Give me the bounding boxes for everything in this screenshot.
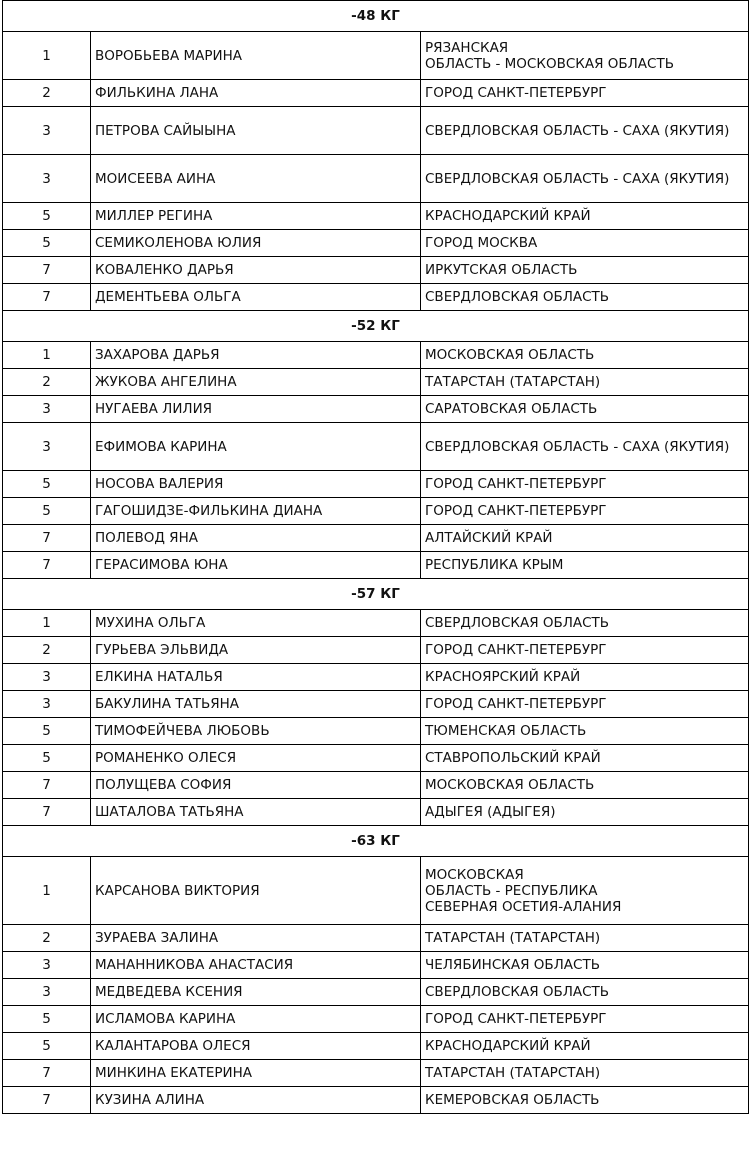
- table-row: [3, 525, 749, 552]
- place-cell: 1: [3, 32, 91, 80]
- table-row: [3, 107, 749, 155]
- athlete-name-cell: ЖУКОВА АНГЕЛИНА: [91, 369, 421, 396]
- place-cell: 5: [3, 718, 91, 745]
- weight-category-header: [3, 311, 749, 342]
- place-cell: 3: [3, 664, 91, 691]
- table-row: [3, 772, 749, 799]
- table-row: [3, 1033, 749, 1060]
- region-cell: ГОРОД САНКТ-ПЕТЕРБУРГ: [421, 471, 749, 498]
- table-row: [3, 952, 749, 979]
- place-cell: 5: [3, 745, 91, 772]
- place-cell: 7: [3, 257, 91, 284]
- athlete-name-cell: ПЕТРОВА САЙЫЫНА: [91, 107, 421, 155]
- athlete-name-cell: ИСЛАМОВА КАРИНА: [91, 1006, 421, 1033]
- place-cell: 5: [3, 1033, 91, 1060]
- region-cell: ГОРОД САНКТ-ПЕТЕРБУРГ: [421, 691, 749, 718]
- table-row: [3, 1060, 749, 1087]
- table-row: [3, 342, 749, 369]
- place-cell: 7: [3, 772, 91, 799]
- place-cell: 2: [3, 369, 91, 396]
- region-cell: СВЕРДЛОВСКАЯ ОБЛАСТЬ - САХА (ЯКУТИЯ): [421, 107, 749, 155]
- table-row: [3, 257, 749, 284]
- table-row: [3, 284, 749, 311]
- place-cell: 5: [3, 1006, 91, 1033]
- region-cell: РЕСПУБЛИКА КРЫМ: [421, 552, 749, 579]
- weight-category-title: -52 КГ: [3, 311, 749, 342]
- place-cell: 1: [3, 610, 91, 637]
- place-cell: 5: [3, 498, 91, 525]
- athlete-name-cell: КОВАЛЕНКО ДАРЬЯ: [91, 257, 421, 284]
- place-cell: 1: [3, 342, 91, 369]
- weight-category-title: -57 КГ: [3, 579, 749, 610]
- athlete-name-cell: МЕДВЕДЕВА КСЕНИЯ: [91, 979, 421, 1006]
- region-cell: МОСКОВСКАЯ ОБЛАСТЬ: [421, 772, 749, 799]
- athlete-name-cell: ТИМОФЕЙЧЕВА ЛЮБОВЬ: [91, 718, 421, 745]
- table-row: [3, 1006, 749, 1033]
- table-row: [3, 203, 749, 230]
- table-row: [3, 799, 749, 826]
- place-cell: 5: [3, 203, 91, 230]
- table-row: [3, 979, 749, 1006]
- table-row: [3, 857, 749, 925]
- table-row: [3, 745, 749, 772]
- region-cell: СВЕРДЛОВСКАЯ ОБЛАСТЬ: [421, 610, 749, 637]
- weight-category-header: [3, 1, 749, 32]
- region-cell: СВЕРДЛОВСКАЯ ОБЛАСТЬ: [421, 979, 749, 1006]
- region-cell: ТАТАРСТАН (ТАТАРСТАН): [421, 1060, 749, 1087]
- table-row: [3, 230, 749, 257]
- table-row: [3, 925, 749, 952]
- table-row: [3, 552, 749, 579]
- place-cell: 5: [3, 230, 91, 257]
- region-cell: МОСКОВСКАЯ ОБЛАСТЬ - РЕСПУБЛИКА СЕВЕРНАЯ ОСЕТИЯ-АЛАНИЯ: [421, 857, 749, 925]
- region-cell: АЛТАЙСКИЙ КРАЙ: [421, 525, 749, 552]
- weight-category-title: -48 КГ: [3, 1, 749, 32]
- table-row: [3, 396, 749, 423]
- table-row: [3, 423, 749, 471]
- place-cell: 5: [3, 471, 91, 498]
- region-cell: СТАВРОПОЛЬСКИЙ КРАЙ: [421, 745, 749, 772]
- region-cell: ГОРОД САНКТ-ПЕТЕРБУРГ: [421, 498, 749, 525]
- athlete-name-cell: МАНАННИКОВА АНАСТАСИЯ: [91, 952, 421, 979]
- table-row: [3, 1087, 749, 1114]
- athlete-name-cell: ВОРОБЬЕВА МАРИНА: [91, 32, 421, 80]
- place-cell: 7: [3, 1087, 91, 1114]
- place-cell: 7: [3, 552, 91, 579]
- athlete-name-cell: ГУРЬЕВА ЭЛЬВИДА: [91, 637, 421, 664]
- athlete-name-cell: РОМАНЕНКО ОЛЕСЯ: [91, 745, 421, 772]
- place-cell: 3: [3, 691, 91, 718]
- athlete-name-cell: БАКУЛИНА ТАТЬЯНА: [91, 691, 421, 718]
- table-row: [3, 80, 749, 107]
- athlete-name-cell: ДЕМЕНТЬЕВА ОЛЬГА: [91, 284, 421, 311]
- table-row: [3, 637, 749, 664]
- place-cell: 3: [3, 107, 91, 155]
- athlete-name-cell: ПОЛУЩЕВА СОФИЯ: [91, 772, 421, 799]
- table-row: [3, 155, 749, 203]
- table-row: [3, 32, 749, 80]
- region-cell: МОСКОВСКАЯ ОБЛАСТЬ: [421, 342, 749, 369]
- place-cell: 2: [3, 925, 91, 952]
- region-cell: СВЕРДЛОВСКАЯ ОБЛАСТЬ - САХА (ЯКУТИЯ): [421, 423, 749, 471]
- athlete-name-cell: ЕЛКИНА НАТАЛЬЯ: [91, 664, 421, 691]
- athlete-name-cell: МИНКИНА ЕКАТЕРИНА: [91, 1060, 421, 1087]
- table-row: [3, 691, 749, 718]
- region-cell: СВЕРДЛОВСКАЯ ОБЛАСТЬ: [421, 284, 749, 311]
- region-cell: ТАТАРСТАН (ТАТАРСТАН): [421, 369, 749, 396]
- results-table: [2, 0, 749, 1114]
- region-cell: СВЕРДЛОВСКАЯ ОБЛАСТЬ - САХА (ЯКУТИЯ): [421, 155, 749, 203]
- athlete-name-cell: МОИСЕЕВА АИНА: [91, 155, 421, 203]
- results-body: [3, 1, 749, 1114]
- athlete-name-cell: СЕМИКОЛЕНОВА ЮЛИЯ: [91, 230, 421, 257]
- athlete-name-cell: ФИЛЬКИНА ЛАНА: [91, 80, 421, 107]
- region-cell: САРАТОВСКАЯ ОБЛАСТЬ: [421, 396, 749, 423]
- region-cell: ТЮМЕНСКАЯ ОБЛАСТЬ: [421, 718, 749, 745]
- athlete-name-cell: КУЗИНА АЛИНА: [91, 1087, 421, 1114]
- place-cell: 7: [3, 1060, 91, 1087]
- place-cell: 3: [3, 952, 91, 979]
- place-cell: 3: [3, 979, 91, 1006]
- region-cell: ГОРОД САНКТ-ПЕТЕРБУРГ: [421, 1006, 749, 1033]
- region-cell: ИРКУТСКАЯ ОБЛАСТЬ: [421, 257, 749, 284]
- region-cell: РЯЗАНСКАЯ ОБЛАСТЬ - МОСКОВСКАЯ ОБЛАСТЬ: [421, 32, 749, 80]
- table-row: [3, 498, 749, 525]
- athlete-name-cell: ГАГОШИДЗЕ-ФИЛЬКИНА ДИАНА: [91, 498, 421, 525]
- region-cell: ГОРОД САНКТ-ПЕТЕРБУРГ: [421, 637, 749, 664]
- table-row: [3, 369, 749, 396]
- weight-category-header: [3, 826, 749, 857]
- region-cell: КЕМЕРОВСКАЯ ОБЛАСТЬ: [421, 1087, 749, 1114]
- region-cell: ГОРОД САНКТ-ПЕТЕРБУРГ: [421, 80, 749, 107]
- place-cell: 7: [3, 284, 91, 311]
- table-row: [3, 610, 749, 637]
- place-cell: 3: [3, 396, 91, 423]
- athlete-name-cell: ПОЛЕВОД ЯНА: [91, 525, 421, 552]
- region-cell: КРАСНОДАРСКИЙ КРАЙ: [421, 203, 749, 230]
- place-cell: 1: [3, 857, 91, 925]
- table-row: [3, 471, 749, 498]
- region-cell: КРАСНОДАРСКИЙ КРАЙ: [421, 1033, 749, 1060]
- athlete-name-cell: КАЛАНТАРОВА ОЛЕСЯ: [91, 1033, 421, 1060]
- athlete-name-cell: ШАТАЛОВА ТАТЬЯНА: [91, 799, 421, 826]
- table-row: [3, 664, 749, 691]
- region-cell: АДЫГЕЯ (АДЫГЕЯ): [421, 799, 749, 826]
- place-cell: 2: [3, 80, 91, 107]
- athlete-name-cell: ГЕРАСИМОВА ЮНА: [91, 552, 421, 579]
- region-cell: ЧЕЛЯБИНСКАЯ ОБЛАСТЬ: [421, 952, 749, 979]
- place-cell: 3: [3, 423, 91, 471]
- region-cell: КРАСНОЯРСКИЙ КРАЙ: [421, 664, 749, 691]
- athlete-name-cell: ЗУРАЕВА ЗАЛИНА: [91, 925, 421, 952]
- athlete-name-cell: МУХИНА ОЛЬГА: [91, 610, 421, 637]
- weight-category-title: -63 КГ: [3, 826, 749, 857]
- place-cell: 2: [3, 637, 91, 664]
- athlete-name-cell: МИЛЛЕР РЕГИНА: [91, 203, 421, 230]
- weight-category-header: [3, 579, 749, 610]
- athlete-name-cell: ЗАХАРОВА ДАРЬЯ: [91, 342, 421, 369]
- athlete-name-cell: ЕФИМОВА КАРИНА: [91, 423, 421, 471]
- athlete-name-cell: КАРСАНОВА ВИКТОРИЯ: [91, 857, 421, 925]
- place-cell: 7: [3, 525, 91, 552]
- place-cell: 7: [3, 799, 91, 826]
- athlete-name-cell: НУГАЕВА ЛИЛИЯ: [91, 396, 421, 423]
- region-cell: ГОРОД МОСКВА: [421, 230, 749, 257]
- region-cell: ТАТАРСТАН (ТАТАРСТАН): [421, 925, 749, 952]
- table-row: [3, 718, 749, 745]
- athlete-name-cell: НОСОВА ВАЛЕРИЯ: [91, 471, 421, 498]
- place-cell: 3: [3, 155, 91, 203]
